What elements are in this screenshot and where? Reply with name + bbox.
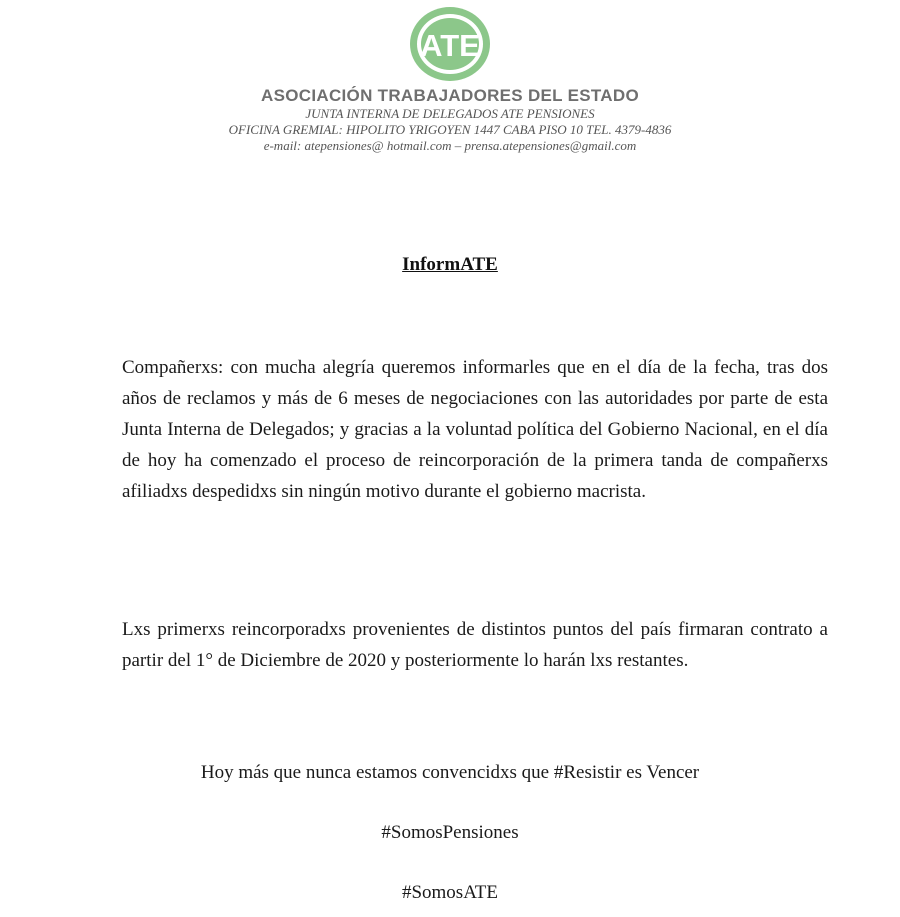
email-line: e-mail: atepensiones@ hotmail.com – prensa.atepensiones@gmail.com [263,138,637,153]
junta-line: JUNTA INTERNA DE DELEGADOS ATE PENSIONES [305,106,595,121]
paragraph: Lxs primerxs reincorporadxs provenientes de distintos puntos del país firmaran contrato a partir del 1° de Diciembre de 2020 y posteriormente lo harán lxs restantes. [122,619,828,671]
document-title: InformATE [402,254,498,275]
logo-text: ATE [420,28,480,63]
org-name: ASOCIACIÓN TRABAJADORES DEL ESTADO [261,86,639,105]
paragraph: Compañerxs: con mucha alegría queremos informarles que en el día de la fecha, tras dos años de reclamos y más de 6 meses de negociaciones con las autoridades por parte de esta Junta Interna de Delegados; y gracias a la voluntad política del Gobierno Nacional, en el día de hoy ha comenzado el proceso de reincorporación de la primera tanda de compañerxs afiliadxs despedidxs sin ningún motivo durante el gobierno macrista. [122,357,828,502]
letterhead [0,4,900,154]
hashtag-somos-pensiones: #SomosPensiones [381,822,519,843]
oficina-line: OFICINA GREMIAL: HIPOLITO YRIGOYEN 1447 CABA PISO 10 TEL. 4379-4836 [228,122,672,137]
closing-line: Hoy más que nunca estamos convencidxs que #Resistir es Vencer [200,762,700,783]
hashtag-somos-ate: #SomosATE [401,882,499,903]
ate-logo-icon [407,4,493,84]
